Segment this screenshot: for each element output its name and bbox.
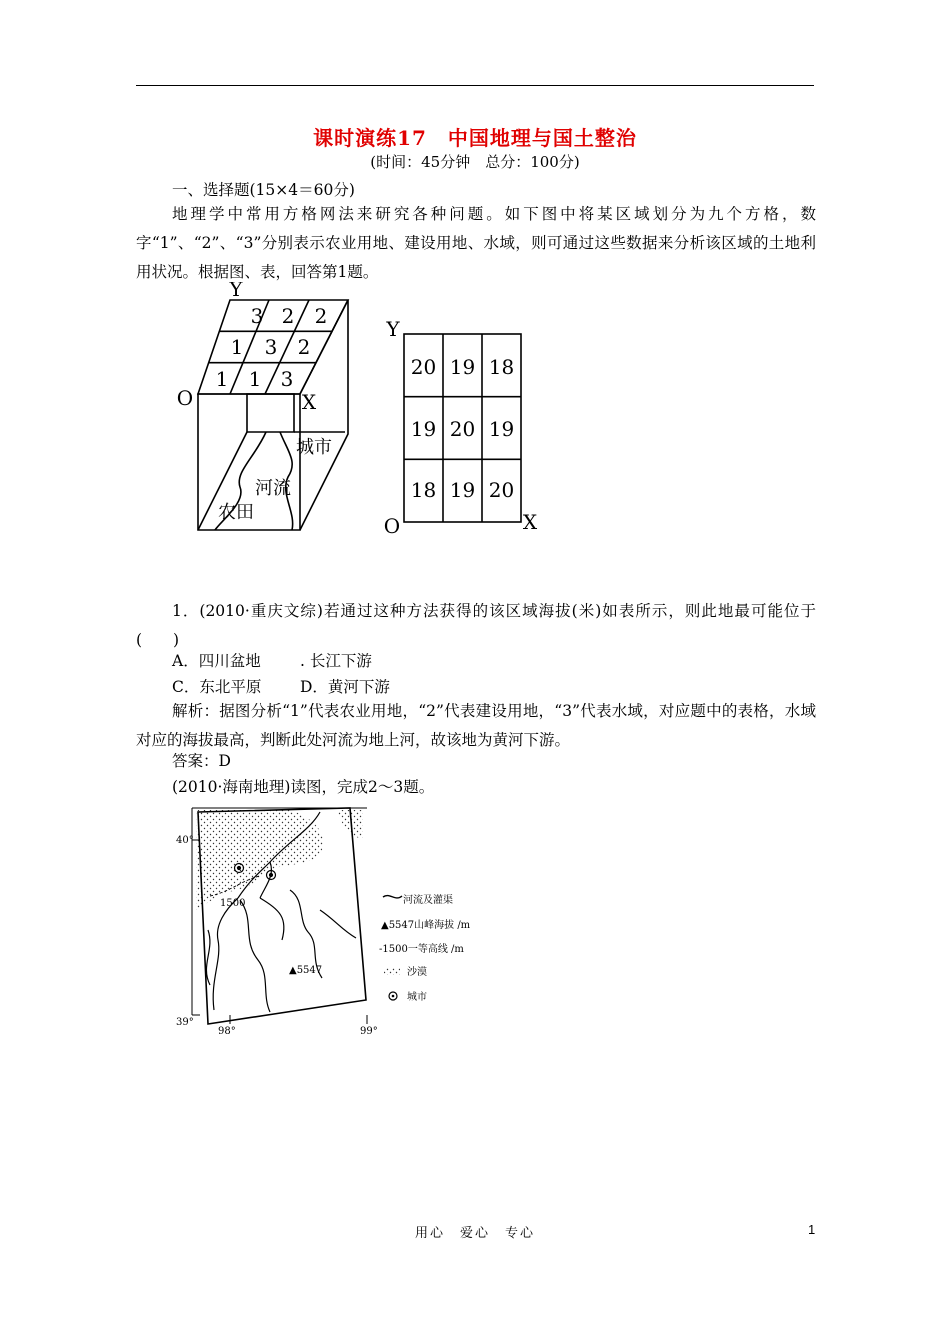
block-cell: 3	[264, 335, 278, 359]
block-cell: 3	[280, 367, 294, 391]
block-cell: 3	[250, 304, 264, 328]
intro-paragraph: 地理学中常用方格网法来研究各种问题。如下图中将某区域划分为九个方格，数字“1”、“2”、“3”分别表示农业用地、建设用地、水域，则可通过这些数据来分析该区域的土地利用状况。根据图、表，回答第1题。	[136, 205, 816, 281]
map-lat-bottom: 39°	[176, 1017, 194, 1028]
legend-river-symbol	[383, 896, 402, 898]
figure1-block-diagram	[170, 282, 370, 542]
legend-desert: 沙漠	[407, 967, 427, 978]
legend-contour: -1500一等高线 /m	[379, 944, 464, 955]
block-y-label: Y	[229, 282, 243, 301]
question2-intro: (2010·海南地理)读图，完成2～3题。	[172, 778, 435, 796]
question1-analysis: 解析：据图分析“1”代表农业用地，“2”代表建设用地，“3”代表水域，对应题中的表格，水域对应的海拔最高，判断此处河流为地上河，故该地为黄河下游。	[136, 702, 816, 749]
page-number: 1	[808, 1222, 816, 1237]
block-cell: 2	[281, 304, 295, 328]
table-cell: 20	[410, 355, 437, 379]
table-cell: 18	[488, 355, 515, 379]
table-cell: 20	[488, 478, 515, 502]
table-cell: 18	[410, 478, 437, 502]
map-lon-right: 99°	[360, 1026, 378, 1037]
option-b: . 长江下游	[300, 652, 372, 670]
option-c: C．东北平原	[172, 678, 262, 696]
block-cell: 1	[215, 367, 229, 391]
table-cell: 19	[488, 417, 515, 441]
map-peak-label: ▲5547	[289, 965, 323, 976]
map-lat-top: 40°	[176, 835, 194, 846]
block-cell: 2	[314, 304, 328, 328]
legend-city-symbol	[389, 992, 397, 1000]
question1-answer: 答案：D	[172, 752, 231, 770]
legend-desert-symbol	[384, 968, 400, 975]
block-cell: 1	[248, 367, 262, 391]
block-river-label: 河流	[255, 478, 291, 499]
map-contour-label: 1500	[220, 898, 246, 909]
block-city-label: 城市	[296, 437, 332, 458]
block-cell: 1	[230, 335, 244, 359]
option-a: A．四川盆地	[172, 652, 261, 670]
table-cell: 19	[449, 478, 476, 502]
table-x-label: X	[522, 510, 538, 534]
figure1-elevation-table	[378, 316, 548, 540]
page-title: 课时演练17 中国地理与国土整治	[313, 126, 637, 150]
table-cell: 19	[449, 355, 476, 379]
topographic-map	[170, 800, 480, 1040]
table-y-label: Y	[386, 317, 400, 341]
block-o-label: O	[176, 386, 194, 410]
table-cell: 20	[449, 417, 476, 441]
page-subtitle: (时间：45分钟 总分：100分)	[370, 153, 580, 171]
block-farm-label: 农田	[218, 502, 254, 523]
option-d: D．黄河下游	[300, 678, 390, 696]
legend-city: 城市	[407, 992, 427, 1003]
legend-river: 河流及灌渠	[403, 895, 453, 906]
block-cell: 2	[297, 335, 311, 359]
map-lon-left: 98°	[218, 1026, 236, 1037]
table-cell: 19	[410, 417, 437, 441]
legend-peak: ▲5547山峰海拔 /m	[381, 920, 471, 931]
table-o-label: O	[383, 514, 401, 538]
question1-stem: 1．(2010·重庆文综)若通过这种方法获得的该区域海拔(米)如表所示，则此地最可能位于( )	[136, 602, 816, 649]
page-footer: 用心 爱心 专心	[414, 1226, 535, 1241]
section-heading: 一、选择题(15×4＝60分)	[172, 181, 355, 199]
block-x-label: X	[301, 390, 317, 414]
header-rule	[136, 85, 814, 86]
